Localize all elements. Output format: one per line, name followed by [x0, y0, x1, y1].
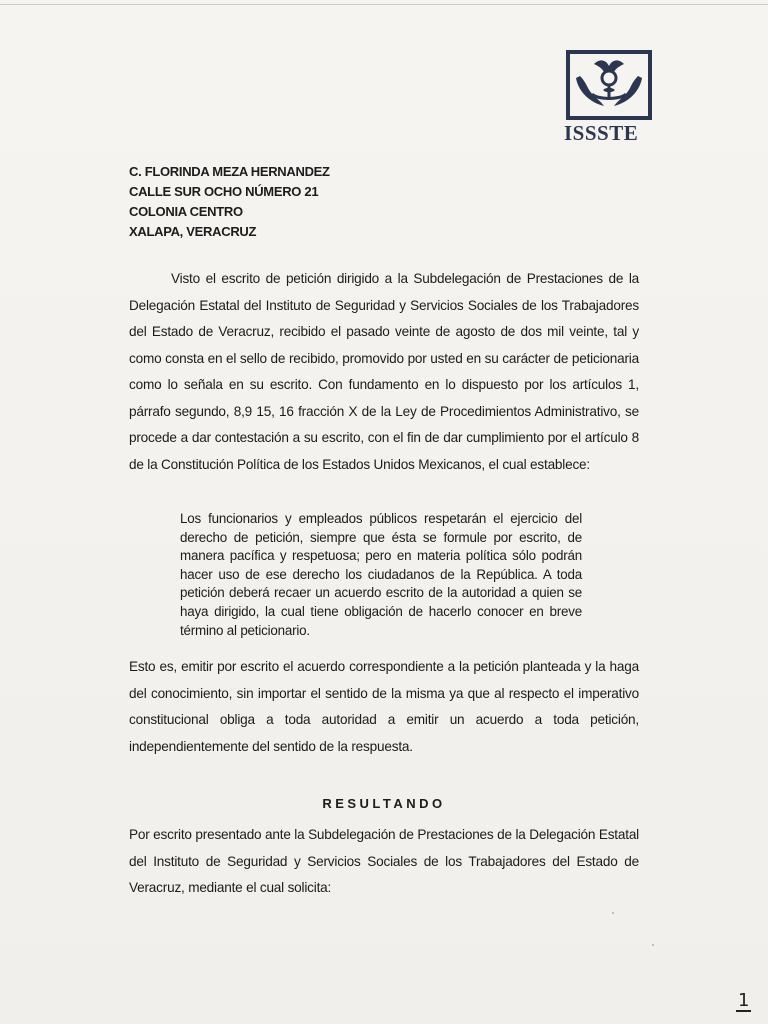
paper-speck	[612, 912, 614, 914]
paper-speck	[652, 944, 654, 946]
constitution-quote: Los funcionarios y empleados públicos respetarán el ejercicio del derecho de petición, siempre que ésta se formule por escrito, de manera pacífica y respetuosa; pero en materia política sólo podrán hacer uso de ese derecho los ciudadanos de la República. A toda petición deberá recaer un acuerdo escrito de la autoridad a quien se haya dirigido, la cual tiene obligación de hacerlo conocer en breve término al peticionario.	[180, 511, 582, 638]
issste-logo	[558, 48, 662, 148]
issste-emblem-icon	[566, 50, 652, 120]
addressee-colony: COLONIA CENTRO	[129, 204, 243, 219]
addressee-name: C. FLORINDA MEZA HERNANDEZ	[129, 164, 330, 179]
page-edge-line	[0, 4, 768, 5]
addressee-block	[129, 162, 330, 242]
resultando-paragraph: Por escrito presentado ante la Subdelegación de Prestaciones de la Delegación Estatal del Instituto de Seguridad y Servicios Sociales de los Trabajadores del Estado de Veracruz, mediante el cual solicita:	[129, 827, 639, 895]
addressee-city: XALAPA, VERACRUZ	[129, 224, 257, 239]
intro-paragraph: Visto el escrito de petición dirigido a la Subdelegación de Prestaciones de la Delegación Estatal del Instituto de Seguridad y Servicios Sociales de los Trabajadores del Estado de Veracruz, recibido el pasado veinte de agosto de dos mil veinte, tal y como consta en el sello de recibido, promovido por usted en su carácter de peticionaria como lo señala en su escrito. Con fundamento en lo dispuesto por los artículos 1, párrafo segundo, 8,9 15, 16 fracción X de la Ley de Procedimientos Administrativo, se procede a dar contestación a su escrito, con el fin de dar cumplimiento por el artículo 8 de la Constitución Política de los Estados Unidos Mexicanos, el cual establece:	[129, 271, 639, 472]
addressee-street: CALLE SUR OCHO NÚMERO 21	[129, 184, 319, 199]
section-title-resultando: RESULTANDO	[322, 796, 446, 811]
explanation-paragraph: Esto es, emitir por escrito el acuerdo correspondiente a la petición planteada y la haga del conocimiento, sin importar el sentido de la misma ya que al respecto el imperativo constitucional obliga a toda autoridad a emitir un acuerdo a toda petición, independientemente del sentido de la respuesta.	[129, 659, 639, 754]
page-number: 1	[738, 990, 750, 1011]
logo-text: ISSSTE	[564, 121, 639, 145]
